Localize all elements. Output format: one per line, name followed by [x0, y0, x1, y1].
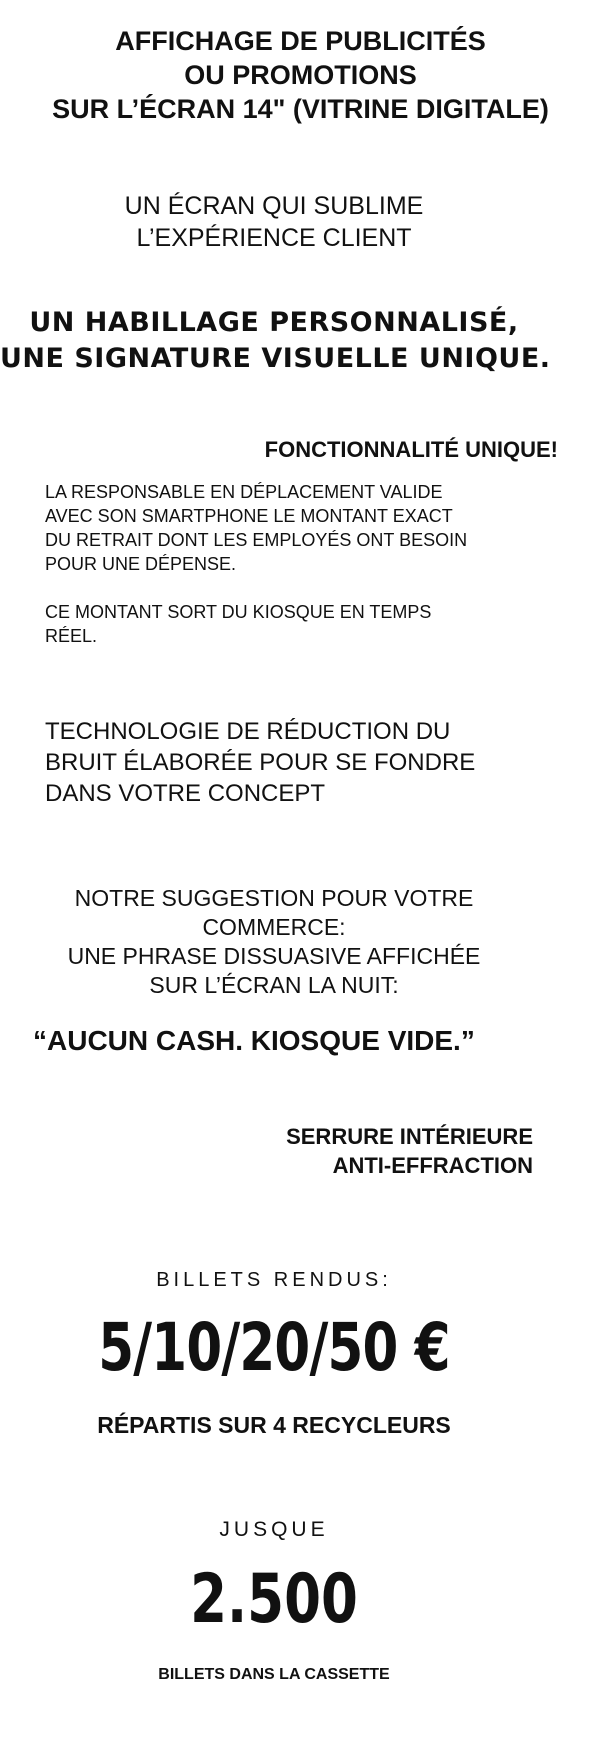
- paragraph-spacer: [45, 576, 467, 600]
- unique-feature-description: [45, 480, 467, 648]
- feature-line: POUR UNE DÉPENSE.: [45, 554, 237, 574]
- custom-branding-heading: [0, 305, 551, 377]
- anti-burglary-lock-text: [0, 1122, 533, 1180]
- lock-line-1: SERRURE INTÉRIEURE: [286, 1124, 533, 1149]
- suggestion-line: UNE PHRASE DISSUASIVE AFFICHÉE: [67, 943, 481, 969]
- recyclers-text: RÉPARTIS SUR 4 RECYCLEURS: [97, 1412, 451, 1438]
- lock-line-2: ANTI-EFFRACTION: [332, 1153, 533, 1178]
- cassette-capacity-label: BILLETS DANS LA CASSETTE: [158, 1666, 390, 1683]
- night-screen-quote: “AUCUN CASH. KIOSQUE VIDE.”: [33, 1025, 475, 1056]
- noise-reduction-text: [45, 716, 475, 809]
- unique-feature-heading: FONCTIONNALITÉ UNIQUE!: [264, 437, 558, 462]
- custom-branding-line-2: UNE SIGNATURE VISUELLE UNIQUE.: [0, 343, 551, 374]
- customer-experience-line-2: L’EXPÉRIENCE CLIENT: [136, 224, 412, 252]
- capacity-value: 2.500: [190, 1560, 358, 1639]
- suggestion-text: [0, 884, 548, 1000]
- bill-denominations: 5/10/20/50 €: [98, 1309, 450, 1386]
- suggestion-line: NOTRE SUGGESTION POUR VOTRE: [74, 885, 474, 911]
- capacity-label: JUSQUE: [219, 1518, 329, 1541]
- noise-tech-line: BRUIT ÉLABORÉE POUR SE FONDRE: [45, 749, 476, 776]
- feature-line: LA RESPONSABLE EN DÉPLACEMENT VALIDE: [45, 482, 443, 502]
- feature-line: RÉEL.: [45, 626, 98, 646]
- ads-title-line-3: SUR L’ÉCRAN 14" (VITRINE DIGITALE): [52, 94, 549, 124]
- feature-line: DU RETRAIT DONT LES EMPLOYÉS ONT BESOIN: [45, 530, 468, 550]
- suggestion-line: COMMERCE:: [202, 914, 346, 940]
- bills-returned-label: BILLETS RENDUS:: [156, 1269, 392, 1291]
- custom-branding-line-1: UN HABILLAGE PERSONNALISÉ,: [29, 307, 519, 338]
- feature-line: CE MONTANT SORT DU KIOSQUE EN TEMPS: [45, 602, 432, 622]
- ads-title-line-2: OU PROMOTIONS: [184, 60, 417, 90]
- ads-title-line-1: AFFICHAGE DE PUBLICITÉS: [115, 26, 486, 56]
- ads-display-title: [0, 24, 601, 126]
- customer-experience-line-1: UN ÉCRAN QUI SUBLIME: [124, 192, 424, 220]
- feature-line: AVEC SON SMARTPHONE LE MONTANT EXACT: [45, 506, 453, 526]
- noise-tech-line: DANS VOTRE CONCEPT: [45, 780, 326, 807]
- noise-tech-line: TECHNOLOGIE DE RÉDUCTION DU: [45, 718, 451, 745]
- customer-experience-heading: [0, 190, 548, 254]
- suggestion-line: SUR L’ÉCRAN LA NUIT:: [149, 972, 399, 998]
